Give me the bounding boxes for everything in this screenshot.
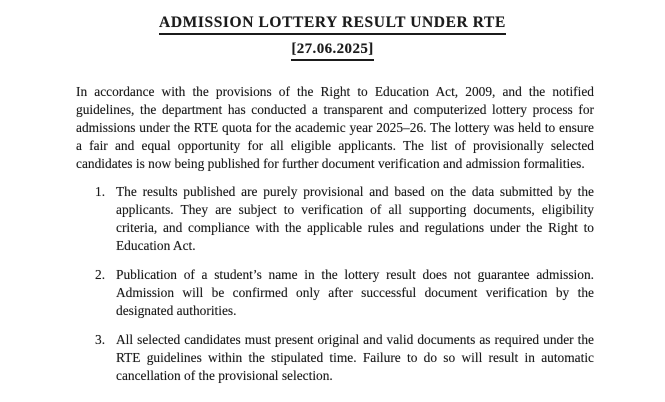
document-body (0, 83, 665, 385)
list-item (76, 331, 594, 385)
intro-paragraph: In accordance with the provisions of the Right to Education Act, 2009, and the notified guidelines, the department has conducted a transparent and computerized lottery process for admissions under the RTE quota for the academic year 2025–26. The lottery was held to ensure a fair and equal opportunity for all eligible applicants. The list of provisionally selected candidates is now being published for further document verification and admission formalities. (76, 84, 594, 171)
document-date-wrap (0, 40, 665, 61)
document-header (0, 14, 665, 35)
notice-list (76, 183, 594, 385)
document-title: ADMISSION LOTTERY RESULT UNDER RTE (159, 14, 506, 35)
document-date: [27.06.2025] (291, 40, 373, 61)
list-item (76, 266, 594, 320)
list-item-number: 3. (95, 332, 106, 347)
list-item-number: 1. (95, 184, 106, 199)
list-item-text: Publication of a student’s name in the lottery result does not guarantee admission. Admission will be confirmed only after successful document verification by the designated authorities. (116, 267, 594, 318)
list-item-text: The results published are purely provisional and based on the data submitted by the applicants. They are subject to verification of all supporting documents, eligibility criteria, and compliance with the applicable rules and regulations under the Right to Education Act. (116, 184, 594, 253)
list-item-number: 2. (95, 267, 106, 282)
list-item-text: All selected candidates must present original and valid documents as required under the RTE guidelines within the stipulated time. Failure to do so will result in automatic cancellation of the provisional selection. (116, 332, 594, 383)
list-item (76, 183, 594, 255)
